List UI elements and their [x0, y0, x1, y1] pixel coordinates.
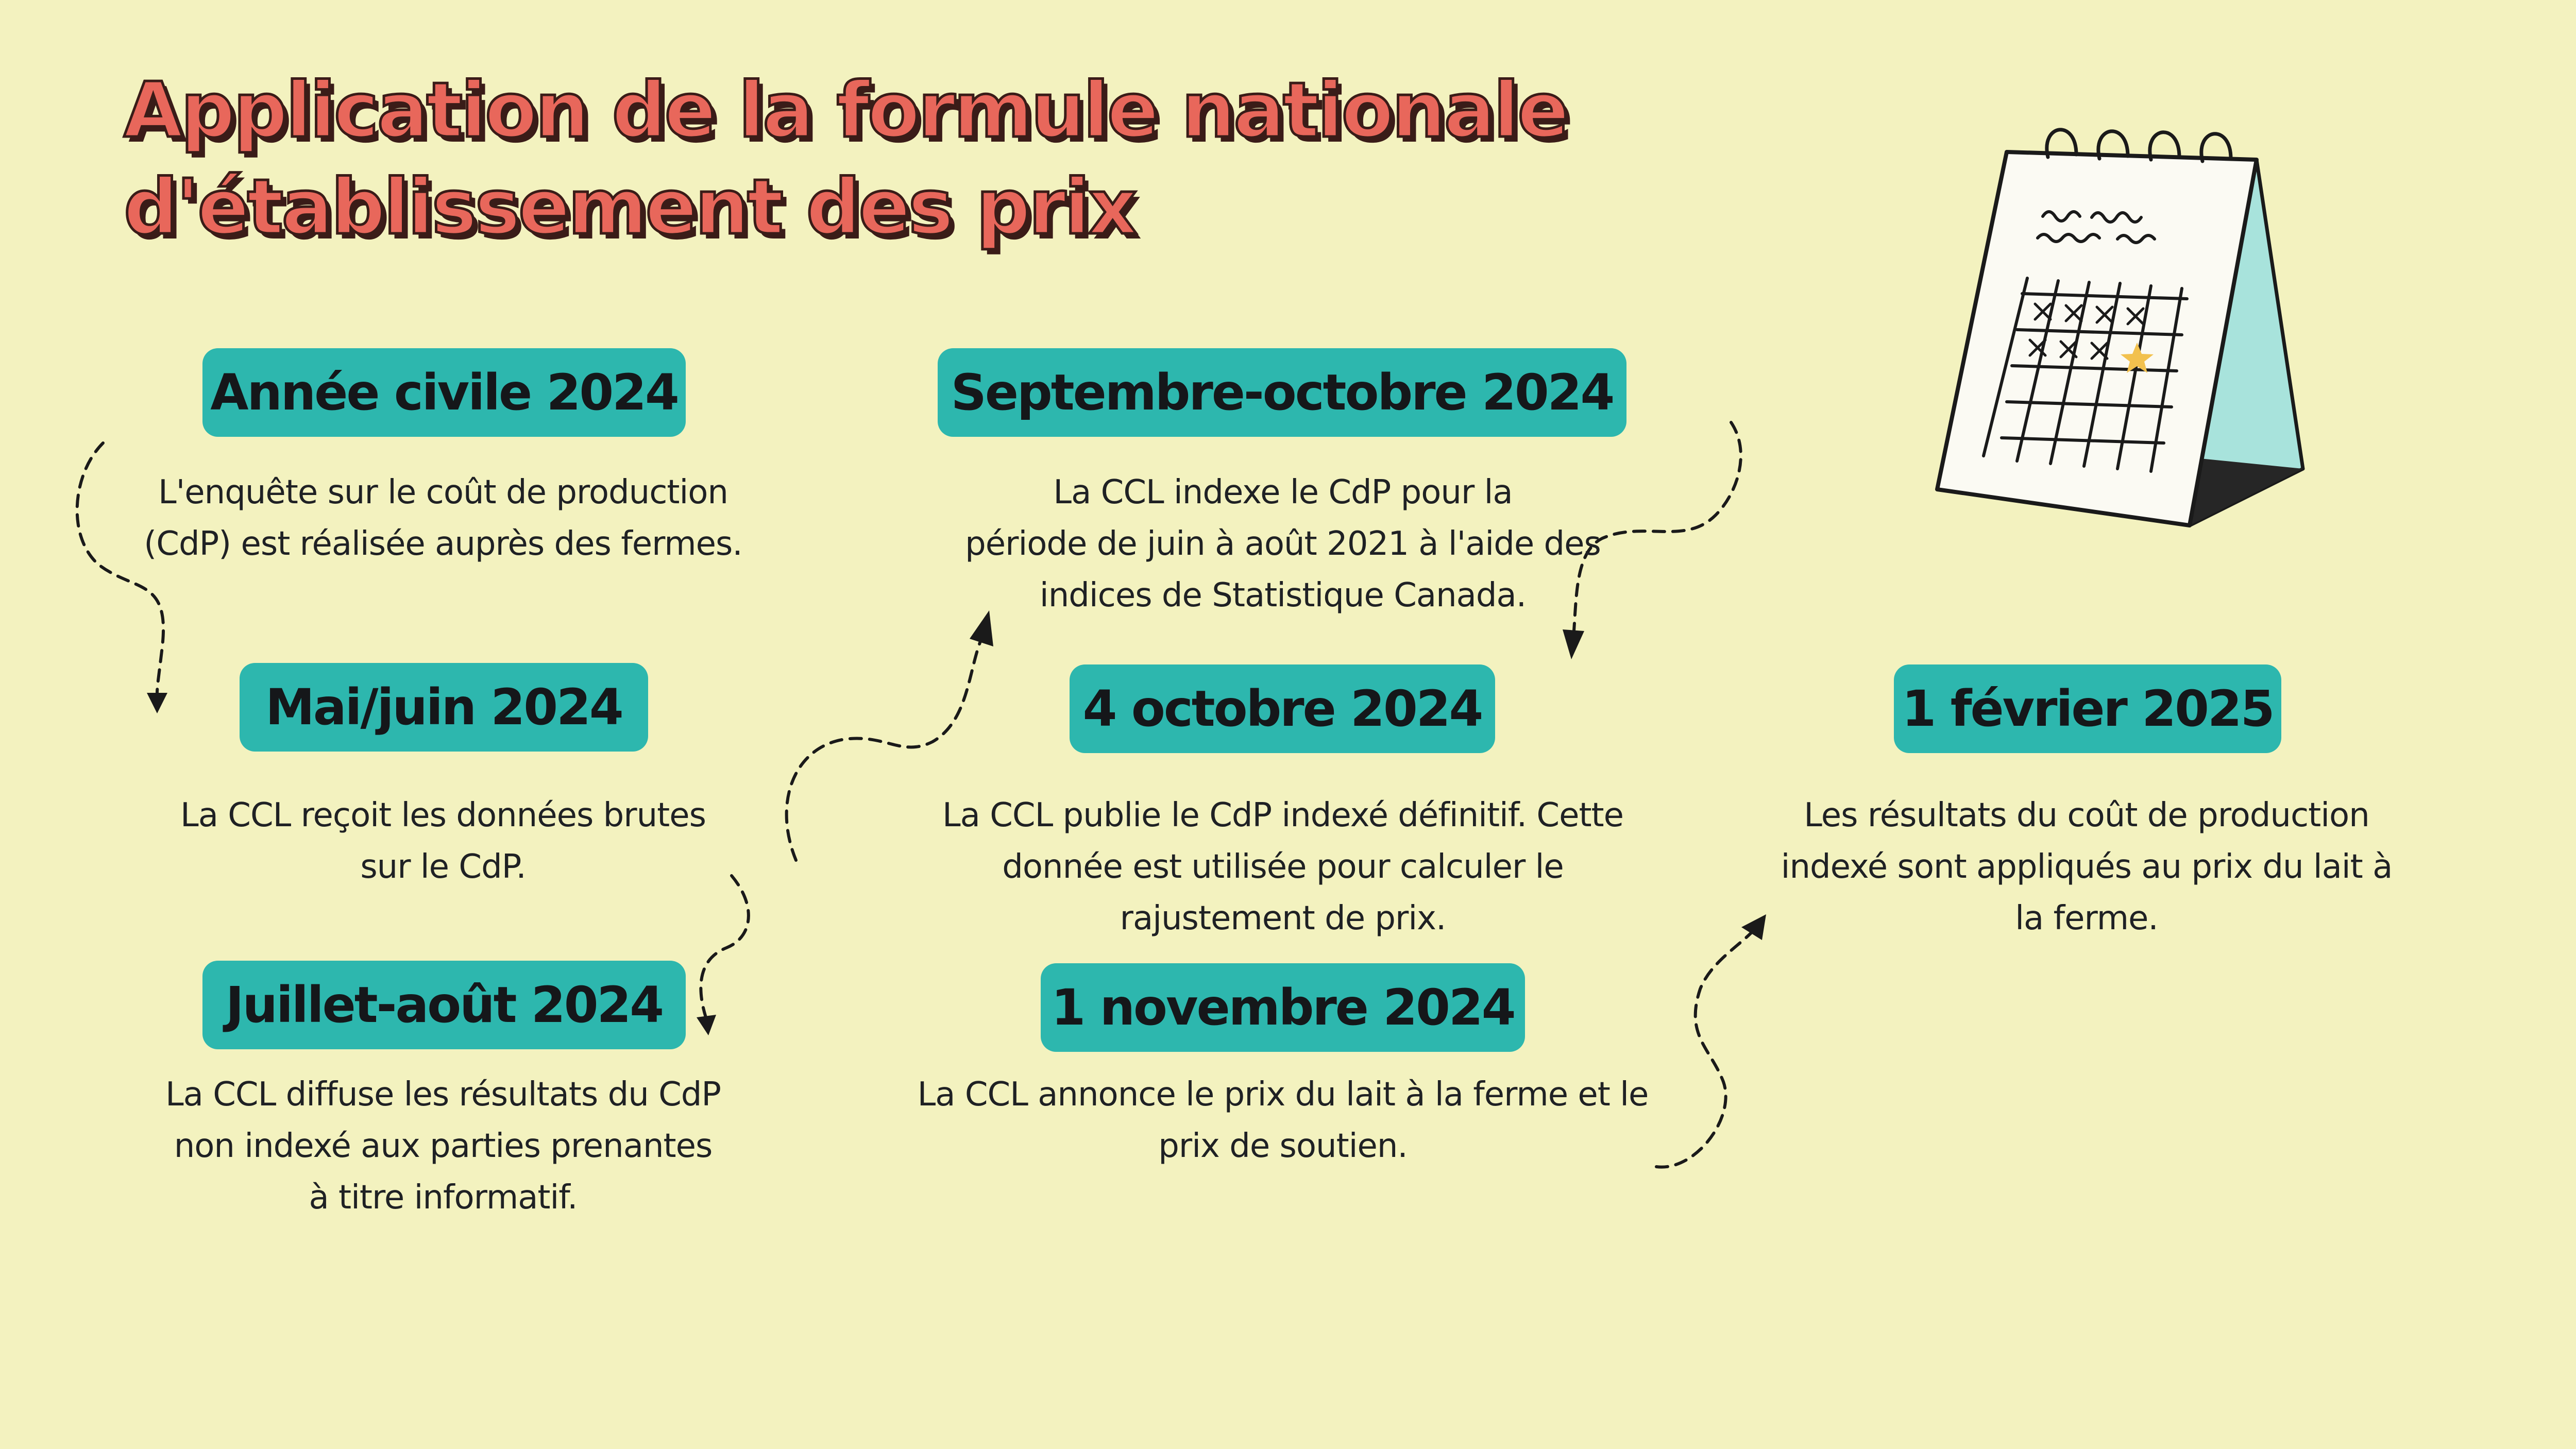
- date-pill-juillet-aout-2024: Juillet-août 2024: [202, 961, 686, 1049]
- title-line-2: d'établissement des prix: [124, 163, 1136, 251]
- date-pill-1-novembre-2024: 1 novembre 2024: [1041, 963, 1525, 1052]
- step-description-1: [82, 467, 804, 570]
- step-3-line-2: non indexé aux parties prenantes: [174, 1127, 713, 1165]
- step-5-line-1: La CCL publie le CdP indexé définitif. Cette: [942, 796, 1623, 834]
- step-2-line-1: La CCL reçoit les données brutes: [180, 796, 706, 834]
- step-3-line-1: La CCL diffuse les résultats du CdP: [165, 1076, 721, 1114]
- arrow-2: [701, 876, 749, 1017]
- date-pill-septembre-octobre-2024: Septembre-octobre 2024: [938, 348, 1626, 437]
- step-5-line-3: rajustement de prix.: [1120, 899, 1446, 937]
- step-description-7: [1752, 790, 2421, 944]
- step-7-line-3: la ferme.: [2015, 899, 2158, 937]
- step-5-line-2: donnée est utilisée pour calculer le: [1002, 848, 1564, 886]
- step-2-line-2: sur le CdP.: [360, 848, 526, 886]
- step-7-line-2: indexé sont appliqués au prix du lait à: [1781, 848, 2393, 886]
- arrow-5: [1656, 932, 1752, 1167]
- step-description-4: [907, 467, 1659, 621]
- step-1-line-2: (CdP) est réalisée auprès des fermes.: [144, 525, 742, 563]
- date-pill-annee-civile-2024: Année civile 2024: [202, 348, 686, 437]
- arrow-4-head: [1563, 629, 1584, 659]
- step-4-line-2: période de juin à août 2021 à l'aide des: [965, 525, 1601, 563]
- calendar-icon: [1937, 130, 2303, 525]
- date-pill-1-fevrier-2025: 1 février 2025: [1894, 664, 2281, 753]
- step-1-line-1: L'enquête sur le coût de production: [158, 473, 728, 512]
- step-description-2: [98, 790, 788, 893]
- title-line-1: Application de la formule nationale: [124, 66, 1567, 155]
- step-6-line-2: prix de soutien.: [1158, 1127, 1408, 1165]
- step-6-line-1: La CCL annonce le prix du lait à la ferme et le: [917, 1076, 1649, 1114]
- calendar-shadow: [2190, 458, 2303, 525]
- step-3-line-3: à titre informatif.: [309, 1179, 578, 1217]
- date-pill-4-octobre-2024: 4 octobre 2024: [1070, 664, 1495, 753]
- step-4-line-1: La CCL indexe le CdP pour la: [1053, 473, 1513, 512]
- step-description-5: [896, 790, 1669, 944]
- arrow-1-head: [147, 693, 167, 713]
- date-pill-mai-juin-2024: Mai/juin 2024: [240, 663, 648, 752]
- arrow-2-head: [697, 1015, 716, 1035]
- step-7-line-1: Les résultats du coût de production: [1804, 796, 2369, 834]
- step-description-3: [82, 1069, 804, 1223]
- step-description-6: [896, 1069, 1669, 1172]
- step-4-line-3: indices de Statistique Canada.: [1039, 576, 1527, 615]
